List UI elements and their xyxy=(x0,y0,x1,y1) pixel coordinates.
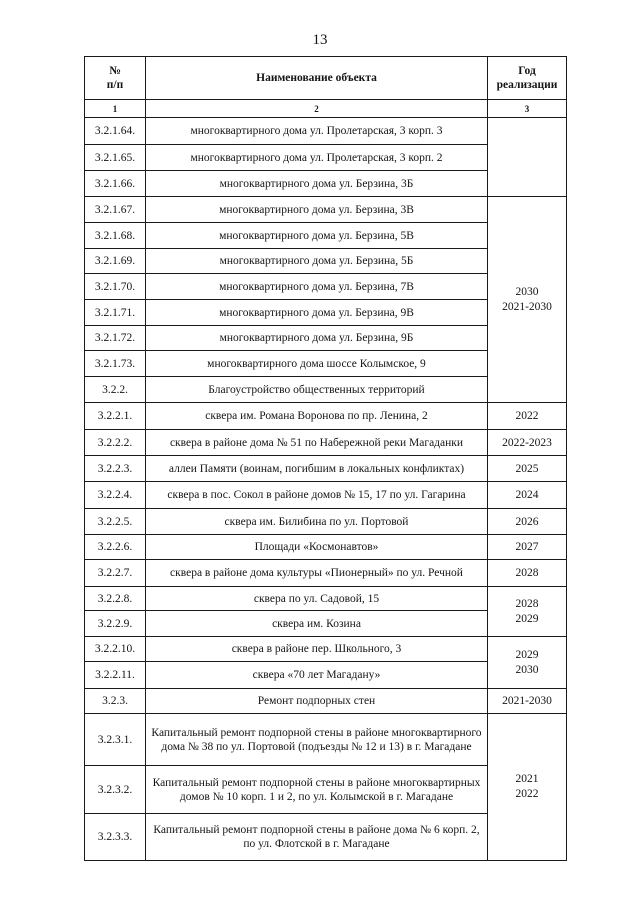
implementation-year: 2027 xyxy=(488,535,567,560)
implementation-year: 2022-2023 xyxy=(488,430,567,456)
row-number: 3.2.1.69. xyxy=(85,249,146,274)
object-name: сквера им. Романа Воронова по пр. Ленина, 2 xyxy=(146,403,488,430)
object-name: Капитальный ремонт подпорной стены в районе многоквартирного дома № 38 по ул. Портовой (подъезды № 12 и 13) в г. Магадане xyxy=(146,714,488,766)
table-header-row xyxy=(85,57,567,100)
table-row xyxy=(85,535,567,560)
object-name: многоквартирного дома ул. Берзина, 3Б xyxy=(146,171,488,197)
row-number: 3.2.2.6. xyxy=(85,535,146,560)
implementation-year xyxy=(488,197,567,403)
object-name: многоквартирного дома ул. Берзина, 9Б xyxy=(146,326,488,351)
object-name: многоквартирного дома ул. Берзина, 3В xyxy=(146,197,488,223)
row-number: 3.2.1.67. xyxy=(85,197,146,223)
object-name: аллеи Памяти (воинам, погибшим в локальных конфликтах) xyxy=(146,456,488,482)
row-number: 3.2.1.70. xyxy=(85,274,146,300)
column-number: 1 xyxy=(85,100,146,118)
row-number: 3.2.2.3. xyxy=(85,456,146,482)
row-number: 3.2.2.4. xyxy=(85,482,146,509)
table-row xyxy=(85,587,567,611)
column-number: 2 xyxy=(146,100,488,118)
implementation-year: 2021-2030 xyxy=(488,689,567,714)
year-line: 2022 xyxy=(515,788,539,800)
object-name: сквера по ул. Садовой, 15 xyxy=(146,587,488,611)
row-number: 3.2.3.1. xyxy=(85,714,146,766)
object-name: Капитальный ремонт подпорной стены в районе дома № 6 корп. 2, по ул. Флотской в г. Магадане xyxy=(146,814,488,861)
table-row xyxy=(85,689,567,714)
row-number: 3.2.2.7. xyxy=(85,560,146,587)
header-number xyxy=(85,57,146,100)
header-year-line: реализации xyxy=(496,79,558,91)
header-object-name: Наименование объекта xyxy=(146,57,488,100)
row-number: 3.2.3.3. xyxy=(85,814,146,861)
column-number: 3 xyxy=(488,100,567,118)
row-number: 3.2.1.72. xyxy=(85,326,146,351)
row-number: 3.2.1.64. xyxy=(85,118,146,145)
object-name: многоквартирного дома ул. Пролетарская, 3 корп. 3 xyxy=(146,118,488,145)
implementation-year: 2024 xyxy=(488,482,567,509)
implementation-year-empty xyxy=(488,118,567,197)
object-name: многоквартирного дома ул. Пролетарская, 3 корп. 2 xyxy=(146,145,488,171)
header-number-line: № xyxy=(109,65,121,77)
object-name: сквера в районе дома культуры «Пионерный» по ул. Речной xyxy=(146,560,488,587)
row-number: 3.2.1.71. xyxy=(85,300,146,326)
object-name: Благоустройство общественных территорий xyxy=(146,377,488,403)
row-number: 3.2.2.11. xyxy=(85,662,146,689)
header-year-line: Год xyxy=(518,65,536,77)
object-name: многоквартирного дома ул. Берзина, 5Б xyxy=(146,249,488,274)
table-row xyxy=(85,197,567,223)
object-name: сквера им. Билибина по ул. Портовой xyxy=(146,509,488,535)
year-line: 2028 xyxy=(515,597,539,610)
table-row xyxy=(85,118,567,145)
table-row xyxy=(85,430,567,456)
objects-table xyxy=(84,56,567,861)
object-name: сквера «70 лет Магадану» xyxy=(146,662,488,689)
table-row xyxy=(85,637,567,662)
row-number: 3.2.3.2. xyxy=(85,766,146,814)
object-name: Площади «Космонавтов» xyxy=(146,535,488,560)
object-name: многоквартирного дома ул. Берзина, 5В xyxy=(146,223,488,249)
table-row xyxy=(85,482,567,509)
table-row xyxy=(85,456,567,482)
object-name: сквера им. Козина xyxy=(146,611,488,637)
page-number: 13 xyxy=(312,32,328,48)
row-number: 3.2.2.2. xyxy=(85,430,146,456)
object-name: сквера в районе дома № 51 по Набережной реки Магаданки xyxy=(146,430,488,456)
row-number: 3.2.1.66. xyxy=(85,171,146,197)
implementation-year xyxy=(488,637,567,689)
object-name: Капитальный ремонт подпорной стены в районе многоквартирных домов № 10 корп. 1 и 2, по ул. Колымской в г. Магадане xyxy=(146,766,488,814)
year-line: 2021 xyxy=(515,773,539,785)
implementation-year: 2026 xyxy=(488,509,567,535)
header-number-line: п/п xyxy=(106,79,124,91)
table-row xyxy=(85,403,567,430)
row-number: 3.2.2.1. xyxy=(85,403,146,430)
implementation-year: 2025 xyxy=(488,456,567,482)
object-name: многоквартирного дома ул. Берзина, 9В xyxy=(146,300,488,326)
row-number: 3.2.3. xyxy=(85,689,146,714)
object-name: многоквартирного дома шоссе Колымское, 9 xyxy=(146,351,488,377)
row-number: 3.2.2.9. xyxy=(85,611,146,637)
year-line: 2029 xyxy=(515,612,539,625)
table-row xyxy=(85,560,567,587)
object-name: сквера в пос. Сокол в районе домов № 15, 17 по ул. Гагарина xyxy=(146,482,488,509)
object-name: сквера в районе пер. Школьного, 3 xyxy=(146,637,488,662)
implementation-year xyxy=(488,587,567,637)
implementation-year xyxy=(488,714,567,861)
header-year xyxy=(488,57,567,100)
year-line: 2030 xyxy=(515,285,539,298)
row-number: 3.2.2.5. xyxy=(85,509,146,535)
object-name: многоквартирного дома ул. Берзина, 7В xyxy=(146,274,488,300)
row-number: 3.2.1.73. xyxy=(85,351,146,377)
row-number: 3.2.1.68. xyxy=(85,223,146,249)
year-line: 2029 xyxy=(515,648,539,661)
year-line: 2021-2030 xyxy=(502,300,552,313)
implementation-year: 2028 xyxy=(488,560,567,587)
row-number: 3.2.1.65. xyxy=(85,145,146,171)
row-number: 3.2.2.8. xyxy=(85,587,146,611)
column-number-row xyxy=(85,100,567,118)
object-name: Ремонт подпорных стен xyxy=(146,689,488,714)
row-number: 3.2.2. xyxy=(85,377,146,403)
table-row xyxy=(85,509,567,535)
row-number: 3.2.2.10. xyxy=(85,637,146,662)
year-line: 2030 xyxy=(515,663,539,676)
implementation-year: 2022 xyxy=(488,403,567,430)
table-row xyxy=(85,714,567,766)
